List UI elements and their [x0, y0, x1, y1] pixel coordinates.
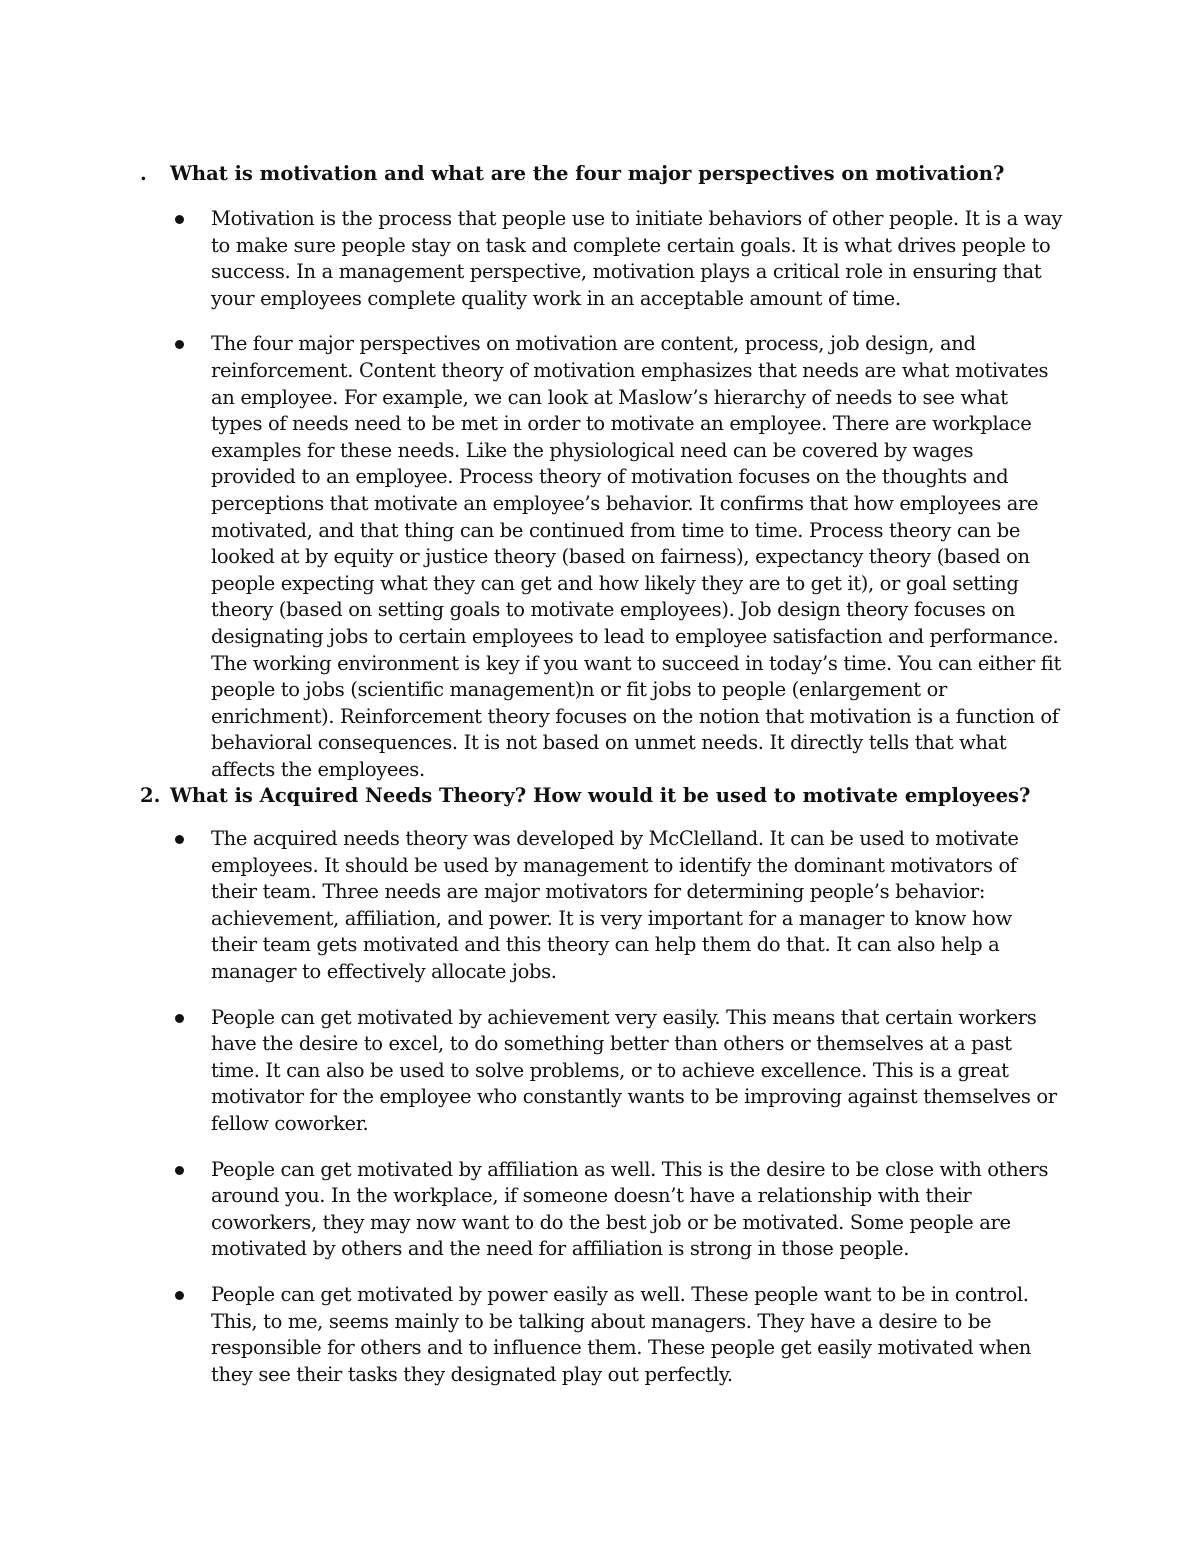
- list-item: [0, 1157, 1063, 1263]
- question-1-answer-list: [0, 206, 1200, 802]
- list-item-text: People can get motivated by power easily as well. These people want to be in control. This, to me, seems mainly to be talking about managers. They have a desire to be responsible for others and to influence them. These people get easily motivated when they see their tasks they designated play out perfectly.: [211, 1282, 1032, 1386]
- question-1-heading: [140, 160, 1100, 187]
- list-item: [0, 1282, 1063, 1388]
- bullet-icon: [175, 835, 184, 844]
- question-2-text: What is Acquired Needs Theory? How would it be used to motivate employees?: [170, 784, 1031, 807]
- bullet-icon: [175, 340, 184, 349]
- question-1-number: .: [140, 162, 147, 185]
- bullet-icon: [175, 1291, 184, 1300]
- list-item: [0, 826, 1063, 986]
- list-item-text: Motivation is the process that people use to initiate behaviors of other people. It is a way to make sure people stay on task and complete certain goals. It is what drives people to success. In a management perspective, motivation plays a critical role in ensuring that your employees complete quality work in an acceptable amount of time.: [211, 207, 1063, 310]
- list-item-text: People can get motivated by achievement very easily. This means that certain workers have the desire to excel, to do something better than others or themselves at a past time. It can also be used to solve problems, or to achieve excellence. This is a great motivator for the employee who constantly wants to be improving against themselves or fellow coworker.: [211, 1005, 1057, 1135]
- list-item-text: The acquired needs theory was developed by McClelland. It can be used to motivate employees. It should be used by management to identify the dominant motivators of their team. Three needs are major motivators for determining people’s behavior: achievement, affiliation, and power. It is very important for a manager to know how their team gets motivated and this theory can help them do that. It can also help a manager to effectively allocate jobs.: [211, 827, 1019, 983]
- list-item-text: The four major perspectives on motivation are content, process, job design, and reinforcement. Content theory of motivation emphasizes that needs are what motivates an employee. For example, we can look at Maslow’s hierarchy of needs to see what types of needs need to be met in order to motivate an employee. There are workplace examples for these needs. Like the physiological need can be covered by wages provided to an employee. Process theory of motivation focuses on the thoughts and perceptions that motivate an employee’s behavior. It confirms that how employees are motivated, and that thing can be continued from time to time. Process theory can be looked at by equity or justice theory (based on fairness), expectancy theory (based on people expecting what they can get and how likely they are to get it), or goal setting theory (based on setting goals to motivate employees). Job design theory focuses on designating jobs to certain employees to lead to employee satisfaction and performance. The working environment is key if you want to succeed in today’s time. You can either fit people to jobs (scientific management)n or fit jobs to people (enlargement or enrichment). Reinforcement theory focuses on the notion that motivation is a function of behavioral consequences. It is not based on unmet needs. It directly tells that what affects the employees.: [211, 332, 1061, 781]
- list-item-text: People can get motivated by affiliation as well. This is the desire to be close with others around you. In the workplace, if someone doesn’t have a relationship with their coworkers, they may now want to do the best job or be motivated. Some people are motivated by others and the need for affiliation is strong in those people.: [211, 1157, 1049, 1261]
- list-item: [0, 331, 1063, 783]
- question-2-number: 2.: [140, 784, 161, 807]
- list-item: [0, 1005, 1063, 1138]
- question-2-answer-list: [0, 826, 1200, 1407]
- bullet-icon: [175, 215, 184, 224]
- bullet-icon: [175, 1014, 184, 1023]
- question-1-text: What is motivation and what are the four major perspectives on motivation?: [170, 162, 1005, 185]
- list-item: [0, 206, 1063, 312]
- question-2-heading: [140, 782, 1100, 809]
- bullet-icon: [175, 1166, 184, 1175]
